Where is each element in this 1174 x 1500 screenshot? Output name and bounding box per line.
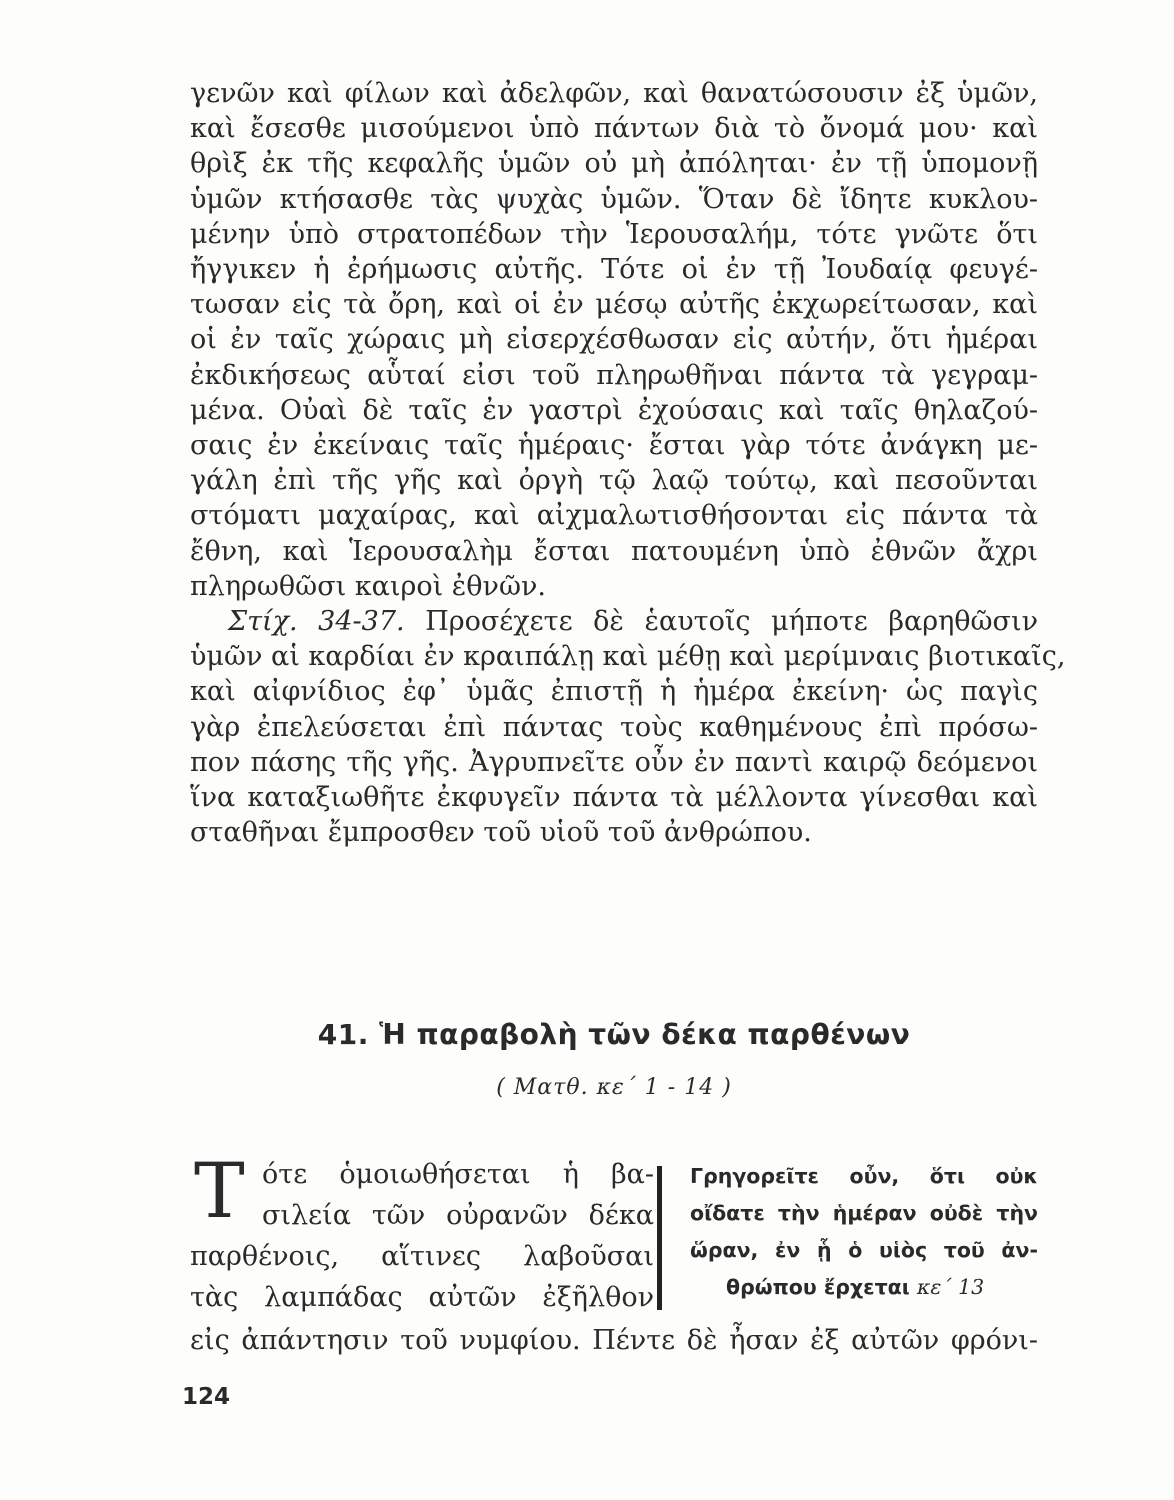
text-line: σταθῆναι ἔμπροσθεν τοῦ υἱοῦ τοῦ ἀνθρώπου. bbox=[190, 817, 812, 849]
text-line: πον πάσης τῆς γῆς. Ἀγρυπνεῖτε οὖν ἐν παντὶ καιρῷ δεόμενοι bbox=[190, 746, 1038, 778]
parable-opening-column bbox=[190, 1154, 654, 1318]
text-line: ἐκδικήσεως αὗταί εἰσι τοῦ πληρωθῆναι πάντα τὰ γεγραμ- bbox=[190, 359, 1038, 391]
text-line: μένην ὑπὸ στρατοπέδων τὴν Ἱερουσαλήμ, τότε γνῶτε ὅτι bbox=[190, 218, 1038, 250]
text-line: ἔθνη, καὶ Ἱερουσαλὴμ ἔσται πατουμένη ὑπὸ ἐθνῶν ἄχρι bbox=[190, 535, 1038, 567]
text-line: στόματι μαχαίρας, καὶ αἰχμαλωτισθήσονται εἰς πάντα τὰ bbox=[190, 500, 1038, 532]
section-reference: ( Ματθ. κε΄ 1 - 14 ) bbox=[496, 1075, 732, 1100]
text-line: ὥραν, ἐν ᾗ ὁ υἱὸς τοῦ ἀν- bbox=[690, 1238, 1038, 1262]
text-fragment: εἰς ἀπάντησιν τοῦ νυμφίου. Πέντε δὲ ἦσαν ἐξ αὐτῶν φρόνι- bbox=[190, 1325, 1038, 1356]
text-line: ἵνα καταξιωθῆτε ἐκφυγεῖν πάντα τὰ μέλλοντα γίνεσθαι καὶ bbox=[190, 782, 1038, 814]
text-line: ἤγγικεν ἡ ἐρήμωσις αὐτῆς. Τότε οἱ ἐν τῇ Ἰουδαίᾳ φευγέ- bbox=[190, 254, 1038, 286]
text-line: θρὶξ ἐκ τῆς κεφαλῆς ὑμῶν οὐ μὴ ἀπόληται· ἐν τῇ ὑπομονῇ bbox=[190, 148, 1038, 180]
text-line: οἱ ἐν ταῖς χώραις μὴ εἰσερχέσθωσαν εἰς αὐτήν, ὅτι ἡμέραι bbox=[190, 324, 1038, 356]
text-line: ὑμῶν κτήσασθε τὰς ψυχὰς ὑμῶν. Ὅταν δὲ ἴδητε κυκλου- bbox=[190, 183, 1038, 215]
text-line bbox=[190, 604, 1038, 639]
text-line: γενῶν καὶ φίλων καὶ ἀδελφῶν, καὶ θανατώσουσιν ἐξ ὑμῶν, bbox=[190, 78, 1038, 109]
text-line: οἴδατε τὴν ἡμέραν οὐδὲ τὴν bbox=[690, 1201, 1038, 1225]
verse-reference: Στίχ. 34-37. bbox=[228, 606, 405, 638]
section-heading: 41. Ἡ παραβολὴ τῶν δέκα παρθένων bbox=[317, 1018, 911, 1051]
text-line: ὑμῶν αἱ καρδίαι ἐν κραιπάλῃ καὶ μέθῃ καὶ μερίμναις βιοτικαῖς, bbox=[190, 641, 1066, 673]
text-line: τὰς λαμπάδας αὐτῶν ἐξῆλθον bbox=[190, 1282, 654, 1313]
drop-cap: Τ bbox=[194, 1146, 245, 1235]
key-verse-box bbox=[690, 1158, 1038, 1306]
main-text-block bbox=[190, 76, 1066, 850]
text-line: γὰρ ἐπελεύσεται ἐπὶ πάντας τοὺς καθημένους ἐπὶ πρόσω- bbox=[190, 711, 1038, 743]
vertical-rule bbox=[657, 1166, 662, 1310]
sidebox-reference: κε΄ 13 bbox=[916, 1275, 985, 1299]
text-line: σαις ἐν ἐκείναις ταῖς ἡμέραις· ἔσται γὰρ τότε ἀνάγκη με- bbox=[190, 430, 1038, 462]
text-line: γάλη ἐπὶ τῆς γῆς καὶ ὀργὴ τῷ λαῷ τούτῳ, καὶ πεσοῦνται bbox=[190, 465, 1038, 497]
text-line bbox=[690, 1269, 1038, 1306]
text-line: Γρηγορεῖτε οὖν, ὅτι οὐκ bbox=[690, 1164, 1038, 1188]
text-line: καὶ αἰφνίδιος ἐφ᾽ ὑμᾶς ἐπιστῇ ἡ ἡμέρα ἐκείνη· ὡς παγὶς bbox=[190, 676, 1038, 708]
text-line: παρθένοις, αἵτινες λαβοῦσαι bbox=[190, 1241, 654, 1272]
page-number: 124 bbox=[182, 1384, 231, 1410]
text-fragment: Προσέχετε δὲ ἑαυτοῖς μήποτε βαρηθῶσιν bbox=[425, 606, 1038, 638]
text-fragment: θρώπου ἔρχεται bbox=[726, 1275, 910, 1299]
text-line: σιλεία τῶν οὐρανῶν δέκα bbox=[262, 1200, 654, 1231]
text-line bbox=[190, 1323, 1038, 1358]
text-line: τωσαν εἰς τὰ ὄρη, καὶ οἱ ἐν μέσῳ αὐτῆς ἐκχωρείτωσαν, καὶ bbox=[190, 289, 1038, 321]
text-line: ότε ὁμοιωθήσεται ἡ βα- bbox=[262, 1159, 654, 1190]
text-line: πληρωθῶσι καιροὶ ἐθνῶν. bbox=[190, 570, 546, 602]
text-line: μένα. Οὐαὶ δὲ ταῖς ἐν γαστρὶ ἐχούσαις καὶ ταῖς θηλαζού- bbox=[190, 394, 1038, 426]
text-line: καὶ ἔσεσθε μισούμενοι ὑπὸ πάντων διὰ τὸ ὄνομά μου· καὶ bbox=[190, 113, 1038, 145]
